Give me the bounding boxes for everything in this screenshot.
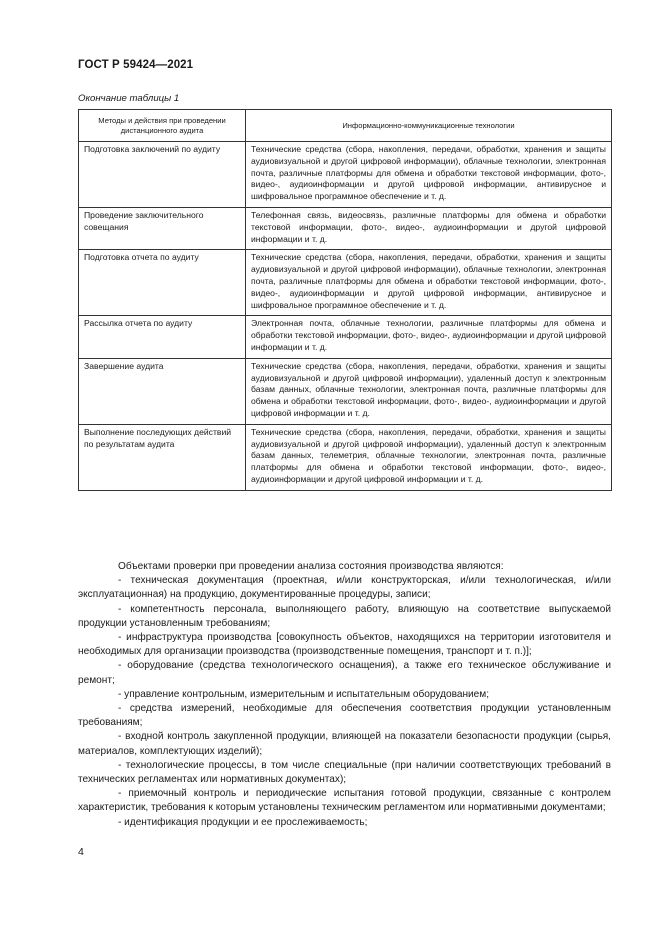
- technology-cell: Технические средства (сбора, накопления, передачи, обработки, хранения и защиты аудиовизуальной и другой цифровой информации), удаленный доступ к электронным базам данных, телеметрия, облачные технологии, электронная почта, различные платформы для обмена и обработки текстовой информации, фото-, видео-, аудиоинформации и другой цифровой информации и т. д.: [246, 424, 612, 490]
- intro-paragraph: Объектами проверки при проведении анализа состояния производства являются:: [118, 561, 504, 572]
- method-cell: Подготовка отчета по аудиту: [79, 250, 246, 316]
- technology-cell: Электронная почта, облачные технологии, различные платформы для обмена и обработки текстовой информации, фото-, видео-, аудиоинформации и другой цифровой информации и т. д.: [246, 316, 612, 358]
- list-item: - управление контрольным, измерительным и испытательным оборудованием;: [118, 688, 490, 700]
- list-item: - техническая документация (проектная, и/или конструкторская, и/или технологическая, и/или эксплуатационная) на продукцию, документированные процедуры, записи;: [78, 575, 611, 601]
- method-cell: Завершение аудита: [79, 358, 246, 424]
- method-cell: Рассылка отчета по аудиту: [79, 316, 246, 358]
- method-cell: Выполнение последующих действий по результатам аудита: [79, 424, 246, 490]
- method-cell: Проведение заключительного совещания: [79, 207, 246, 249]
- page-number: 4: [78, 846, 84, 858]
- technology-cell: Технические средства (сбора, накопления, передачи, обработки, хранения и защиты аудиовизуальной и другой цифровой информации), удаленный доступ к электронным базам данных, облачные технологии, электронная почта, различные платформы для обмена и обработки текстовой информации, фото-, видео-, аудиоинформации и другой цифровой информации и т. д.: [246, 358, 612, 424]
- table-row: [79, 316, 612, 358]
- table-row: [79, 142, 612, 208]
- body-text: [78, 560, 611, 830]
- document-title: ГОСТ Р 59424—2021: [78, 59, 194, 71]
- technology-cell: Телефонная связь, видеосвязь, различные платформы для обмена и обработки текстовой информации, фото-, видео-, аудиоинформации и другой цифровой информации и т. д.: [246, 207, 612, 249]
- technology-cell: Технические средства (сбора, накопления, передачи, обработки, хранения и защиты аудиовизуальной и другой цифровой информации), облачные технологии, электронная почта, различные платформы для обмена и обработки текстовой информации, фото-, видео-, аудиоинформации и другой цифровой информации, антивирусное и шифровальное программное обеспечение и т. д.: [246, 250, 612, 316]
- list-item: - приемочный контроль и периодические испытания готовой продукции, связанные с контролем характеристик, требования к которым установлены техническим регламентом или нормативными документами;: [78, 788, 611, 814]
- table-row: [79, 207, 612, 249]
- technology-cell: Технические средства (сбора, накопления, передачи, обработки, хранения и защиты аудиовизуальной и другой цифровой информации), облачные технологии, электронная почта, различные платформы для обмена и обработки текстовой информации, фото-, видео-, аудиоинформации и другой цифровой информации, антивирусное и шифровальное программное обеспечение и т. д.: [246, 142, 612, 208]
- audit-ict-table: [78, 109, 612, 491]
- column-header-technologies: Информационно-коммуникационные технологии: [246, 110, 612, 142]
- list-item: - входной контроль закупленной продукции, влияющей на показатели безопасности продукции (сырья, материалов, комплектующих изделий);: [78, 731, 611, 757]
- table-row: [79, 424, 612, 490]
- method-cell: Подготовка заключений по аудиту: [79, 142, 246, 208]
- list-item: - идентификация продукции и ее прослеживаемость;: [118, 816, 368, 828]
- table-row: [79, 250, 612, 316]
- column-header-methods: Методы и действия при проведении дистанционного аудита: [79, 110, 246, 142]
- list-item: - оборудование (средства технологического оснащения), а также его техническое обслуживание и ремонт;: [78, 660, 611, 686]
- list-item: - инфраструктура производства [совокупность объектов, находящихся на территории изготовителя и необходимых для организации производства (производственные помещения, транспорт и т. п.)];: [78, 632, 611, 658]
- list-item: - технологические процессы, в том числе специальные (при наличии соответствующих требований в технических регламентах или нормативных документах);: [78, 759, 611, 786]
- table-row: [79, 358, 612, 424]
- table-header-row: [79, 110, 612, 142]
- list-item: - средства измерений, необходимые для обеспечения соответствия продукции установленным требованиям;: [78, 703, 611, 729]
- table-caption: Окончание таблицы 1: [78, 93, 180, 104]
- list-item: - компетентность персонала, выполняющего работу, влияющую на соответствие выпускаемой продукции установленным требованиям;: [78, 603, 611, 629]
